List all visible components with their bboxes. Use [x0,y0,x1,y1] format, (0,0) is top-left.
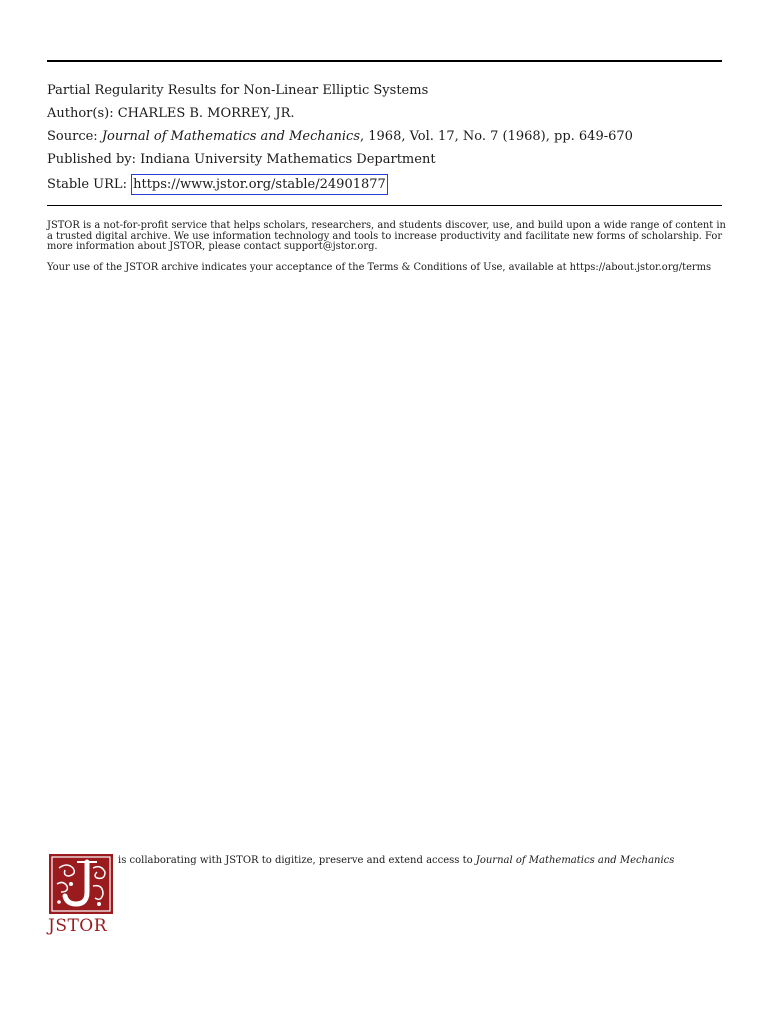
jstor-notice [47,221,727,273]
collaboration-footer [49,854,729,944]
collaboration-statement [118,855,678,866]
stable-url-label: Stable URL: [47,177,127,192]
jstor-logo-icon [49,854,113,914]
source-details: , 1968, Vol. 17, No. 7 (1968), pp. 649-670 [360,129,633,144]
article-title: Partial Regularity Results for Non-Linear Elliptic Systems [47,83,429,98]
stable-url-line [47,173,727,196]
top-rule [47,60,722,62]
collaboration-text: is collaborating with JSTOR to digitize, preserve and extend access to [118,855,476,866]
author-line [47,102,727,125]
author-name: CHARLES B. MORREY, JR. [117,106,295,121]
stable-url-link[interactable]: https://www.jstor.org/stable/24901877 [131,174,388,195]
source-label: Source: [47,129,98,144]
source-line [47,125,727,148]
divider-rule [47,205,722,206]
source-journal: Journal of Mathematics and Mechanics [101,129,360,144]
author-label: Author(s): [47,106,114,121]
publisher-line [47,148,727,171]
jstor-logo-wordmark: JSTOR [48,916,108,936]
publisher-name: Indiana University Mathematics Department [140,152,436,167]
collaboration-journal: Journal of Mathematics and Mechanics [475,855,675,866]
jstor-logo-ornament [49,854,113,914]
notice-paragraph-terms: Your use of the JSTOR archive indicates your acceptance of the Terms & Conditions of Use, available at https://about.jstor.org/terms [47,261,712,273]
publisher-label: Published by: [47,152,136,167]
notice-paragraph-about: JSTOR is a not-for-profit service that helps scholars, researchers, and students discover, use, and build upon a wide range of content in a trusted digital archive. We use information technology and tools to increase productivity and facilitate new forms of scholarship. For more information about JSTOR, please contact support@jstor.org. [47,220,726,252]
citation-block [47,79,727,196]
